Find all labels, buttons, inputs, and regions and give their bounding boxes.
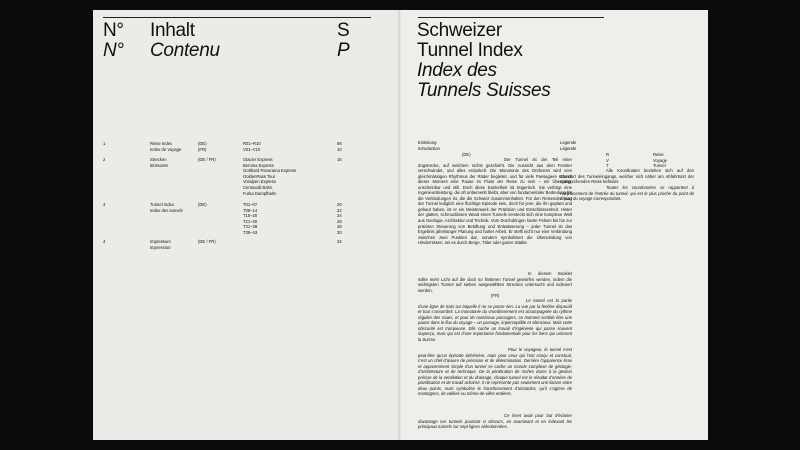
row-item: Centovalli Bahn [243, 184, 273, 190]
page-number: 30 [337, 229, 342, 235]
row-number: 4 [103, 239, 106, 244]
legend-text-de: Alle Koordinaten beziehen sich auf den Standort des Tunneleingangs, welcher sich näher am Abfahrtsort der entsprechenden Reise befindet. [560, 168, 694, 185]
row-label-fr: Impression [150, 244, 171, 250]
row-pages [337, 239, 342, 245]
intro-text-de-2: In diesem Booklet sollte mehr Licht auf die doch so finsteren Tunnel geworfen werden, indem die wichtigsten Tunnel auf sieben ausgewählten Strecken untersucht und indexiert werden. [418, 271, 572, 293]
row-pages [337, 141, 342, 152]
contents-title-fr: Contenu [150, 40, 220, 61]
row-label-fr: Index de Voyage [150, 146, 182, 152]
page-heading-p: P [337, 40, 350, 61]
top-rule-left [103, 17, 371, 18]
lang-tag: (DE / FR) [198, 157, 216, 162]
number-heading-italic: N° [103, 40, 124, 61]
legend-text-fr: Toutes les coordonnées se rapportent à l’emplacement de l’entrée du tunnel, qui est le plus proche du point de départ du voyage correspondant. [560, 185, 694, 202]
row-item: R01–R10 [243, 141, 261, 146]
row-item: Bernina Express [243, 162, 274, 168]
book-gutter [398, 10, 402, 440]
legend-key: T [606, 163, 609, 169]
page-number: 26 [337, 218, 342, 224]
legend-value: Voyage [653, 157, 667, 163]
row-item: GoldenPass Tour [243, 173, 276, 179]
legend-value: Tunnel [653, 163, 666, 169]
row-label-de: Strecken [150, 157, 167, 162]
row-langs [198, 239, 216, 245]
row-labels [150, 239, 171, 250]
title-line-3: Index des [417, 60, 497, 81]
row-items [243, 202, 257, 236]
row-item: T01–07 [243, 202, 258, 207]
page-number: 16 [337, 157, 342, 162]
contents-title-de: Inhalt [150, 20, 195, 41]
row-label-fr: Itinéraires [150, 162, 169, 168]
legend-label-fr: Légende [560, 145, 577, 151]
row-item: T31–38 [243, 224, 258, 230]
row-label-de: Impressum [150, 239, 171, 244]
legend-values [653, 152, 667, 169]
legend-key: R [606, 152, 610, 157]
row-item: T15–20 [243, 213, 258, 219]
intro-text-fr-2: Pour le voyageur, le tunnel n’est peut-être qu’un épisode éphémère, mais pour ceux qui l’ont conçu et construit, c’est un chef-d’œuvre de précision et de détermination. Derrière l’apparence lisse et apparemment simple d’un tunnel se cache un monde complexe de géologie, d’architecture et de technique. De la pénétration de roches dures à la gestion précise de la ventilation et du drainage, chaque tunnel est le résultat d’années de planification et de travail acharné. Il ne représente pas seulement une liaison entre deux points, mais symbolise le franchissement d’obstacles, qu’il s’agisse de montagnes, de vallées ou même de villes entières. [418, 347, 572, 397]
intro-label-fr: Introduction [418, 145, 440, 151]
title-line-1: Schweizer [417, 20, 502, 41]
row-item: Furka Dampfbahn [243, 190, 277, 196]
page-number: 10 [337, 146, 342, 152]
row-items [243, 157, 296, 196]
title-line-4: Tunnels Suisses [417, 80, 551, 101]
intro-text-fr-3: Ce livret avait pour but d’éclairer davantage ces tunnels pourtant si obscurs, en examinant et en indexant les principaux tunnels sur sept lignes sélectionnées. [418, 413, 572, 430]
lang-tag: (DE / FR) [198, 239, 216, 244]
row-label-de: Reise Index [150, 141, 173, 146]
page-number: 20 [337, 202, 342, 207]
row-item: T21–30 [243, 218, 258, 224]
page-heading-s: S [337, 20, 350, 41]
row-item: Gotthard Panorama Express [243, 168, 297, 174]
intro-text-fr: Le tunnel est la partie d’une ligne de train sur laquelle il ne se passe rien. La vue par la fenêtre disparaît et tout s’assombrit. La monotonie du vrombissement est accompagnée du rythme régulier des roues, et pour de nombreux passagers, ce moment semble être une pause dans le flux du voyage – un passage, imperceptible et silencieux. Mais cette obscurité est trompeuse. Elle cache un travail d’ingénierie qui passe souvent inaperçu, mais qui est d’une importance fondamentale pour les liens qui unissent la Suisse. [418, 298, 572, 342]
row-item: T39–43 [243, 229, 258, 235]
legend-keys [606, 152, 609, 169]
row-labels [150, 202, 183, 213]
fr-marker: (FR) [491, 293, 500, 298]
row-langs [198, 157, 216, 163]
number-heading: N° [103, 20, 124, 41]
row-pages [337, 202, 342, 236]
page-number: 06 [337, 141, 342, 146]
row-langs [198, 141, 207, 152]
row-number: 2 [103, 157, 106, 162]
row-number: 3 [103, 202, 106, 207]
page-number: 28 [337, 224, 342, 230]
left-page [93, 10, 400, 440]
intro-text-de: Der Tunnel ist der Teil einer Zugstrecke, auf welchem nichts geschieht. Die Aussicht aus dem Fenster verschwindet, und alles erdunkelt. Die Monotonie des Dröhnens wird vom gleichmässigen Rhythmus der Räder begleitet, und für viele Passagiere scheint dieser Moment eine Pause im Fluss der Reise zu sein – ein Übergang, unscheinbar und still. Doch diese Dunkelheit ist trügerisch. Sie verbirgt eine Ingenieursleistung, die oft unbemerkt bleibt, aber von fundamentaler Bedeutung für die Verbindungen ist, die die Schweiz zusammenhalten. Für den Reisenden mag der Tunnel lediglich eine flüchtige Episode sein, doch für jene, die ihn geplant und gebaut haben, ist er ein Meisterwerk der Präzision und Entschlossenheit. Hinter der glatten, schmucklosen Wand eines Tunnels versteckt sich eine komplexe Welt aus Geologie, Architektur und Technik. Vom Durchdringen harter Felsen bis hin zur präzisen Steuerung von Belüftung und Entwässerung – jeder Tunnel ist das Ergebnis jahrelanger Planung und harter Arbeit. Er stellt nicht nur eine Verbindung zwischen zwei Punkten dar, sondern symbolisiert die Überwindung von Hindernissen, sei es durch Berge, Täler oder ganze Städte. [418, 157, 572, 246]
intro-heading [418, 140, 440, 151]
right-page [400, 10, 708, 440]
page-number: 32 [337, 239, 342, 244]
row-langs [198, 202, 207, 208]
legend-key: V [606, 157, 609, 163]
legend-heading [560, 140, 576, 151]
row-pages [337, 157, 342, 163]
row-labels [150, 141, 181, 152]
row-number: 1 [103, 141, 106, 146]
row-label-fr: Index des tunnels [150, 207, 183, 213]
lang-tag: (DE) [198, 141, 207, 146]
legend-value: Reise [653, 152, 664, 157]
row-item: Voralpen Express [243, 179, 276, 185]
row-item: Glacier Express [243, 157, 273, 162]
top-rule-right [418, 17, 604, 18]
de-marker: (DE) [462, 152, 471, 157]
row-labels [150, 157, 168, 168]
page-number: 24 [337, 213, 342, 219]
row-item: V01–V10 [243, 146, 261, 152]
page-number: 22 [337, 207, 342, 213]
row-item: T08–14 [243, 207, 258, 213]
row-items [243, 141, 261, 152]
legend-label: Legende [560, 140, 577, 145]
row-label-de: Tunnel Index [150, 202, 175, 207]
title-line-2: Tunnel Index [417, 40, 523, 61]
lang-tag: (DE) [198, 202, 207, 207]
intro-label: Einleitung [418, 140, 437, 145]
lang-tag: (FR) [198, 146, 207, 152]
